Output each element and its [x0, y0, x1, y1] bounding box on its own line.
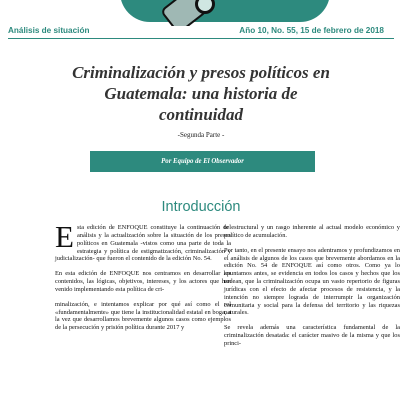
issue-info: Año 10, No. 55, 15 de febrero de 2018 — [239, 26, 384, 35]
byline-banner: Por Equipo de El Observador — [90, 151, 315, 172]
paragraph: Esta edición de ENFOQUE constituye la continuación del análisis y la actualización sobre la situación de los presos políticos en Guatemala -vistos como una parte de toda la estrategia y política de estigmatización, criminalización y judicialización- que fueron el contenido de la edición No. 54. — [55, 219, 231, 263]
paragraph: te estructural y un rasgo inherente al actual modelo económico y político de acumulación. — [224, 224, 400, 239]
article-subtitle: -Segunda Parte - — [177, 131, 225, 139]
section-heading: Introducción — [161, 199, 241, 215]
paragraph: Se revela además una característica fundamental de la criminalización desatada: el carácter masivo de la misma y que los princi- — [224, 324, 400, 347]
article-title: Criminalización y presos políticos en Guatemala: una historia de continuidad — [72, 63, 330, 124]
section-label: Análisis de situación — [8, 26, 90, 35]
paragraph: En esta edición de ENFOQUE nos centramos en desarrollar los contenidos, las lógicas, objetivos, intereses, y los actores que han venido implementando esta política de cri- — [55, 270, 231, 293]
right-column — [224, 224, 400, 355]
paragraph: Por tanto, en el presente ensayo nos adentramos y profundizamos en el análisis de algunos de los casos que brevemente abordamos en la edición No. 54 de ENFOQUE así como otros. Como ya lo apuntamos antes, se evidencia en todos los casos y hechos que los rodean, que la criminalización ocupa un vasto repertorio de figuras jurídicas con el efecto de afectar procesos de resistencia, y la intención no siempre lograda de interrumpir la organización comunitaria y social para la defensa del territorio y las riquezas naturales. — [224, 246, 400, 317]
paragraph: minalización, e intentamos explicar por qué así como el rol «fundamentalmente» que tiene la institucionalidad estatal en boga, a la vez que desarrollamos brevemente algunos casos como ejemplos de la persecución y prisión política durante 2017 y — [55, 300, 231, 332]
left-column — [55, 219, 231, 339]
header-divider — [8, 38, 394, 39]
enfoque-logo — [120, 0, 330, 22]
masthead — [0, 0, 402, 26]
drop-cap: E — [55, 219, 74, 254]
